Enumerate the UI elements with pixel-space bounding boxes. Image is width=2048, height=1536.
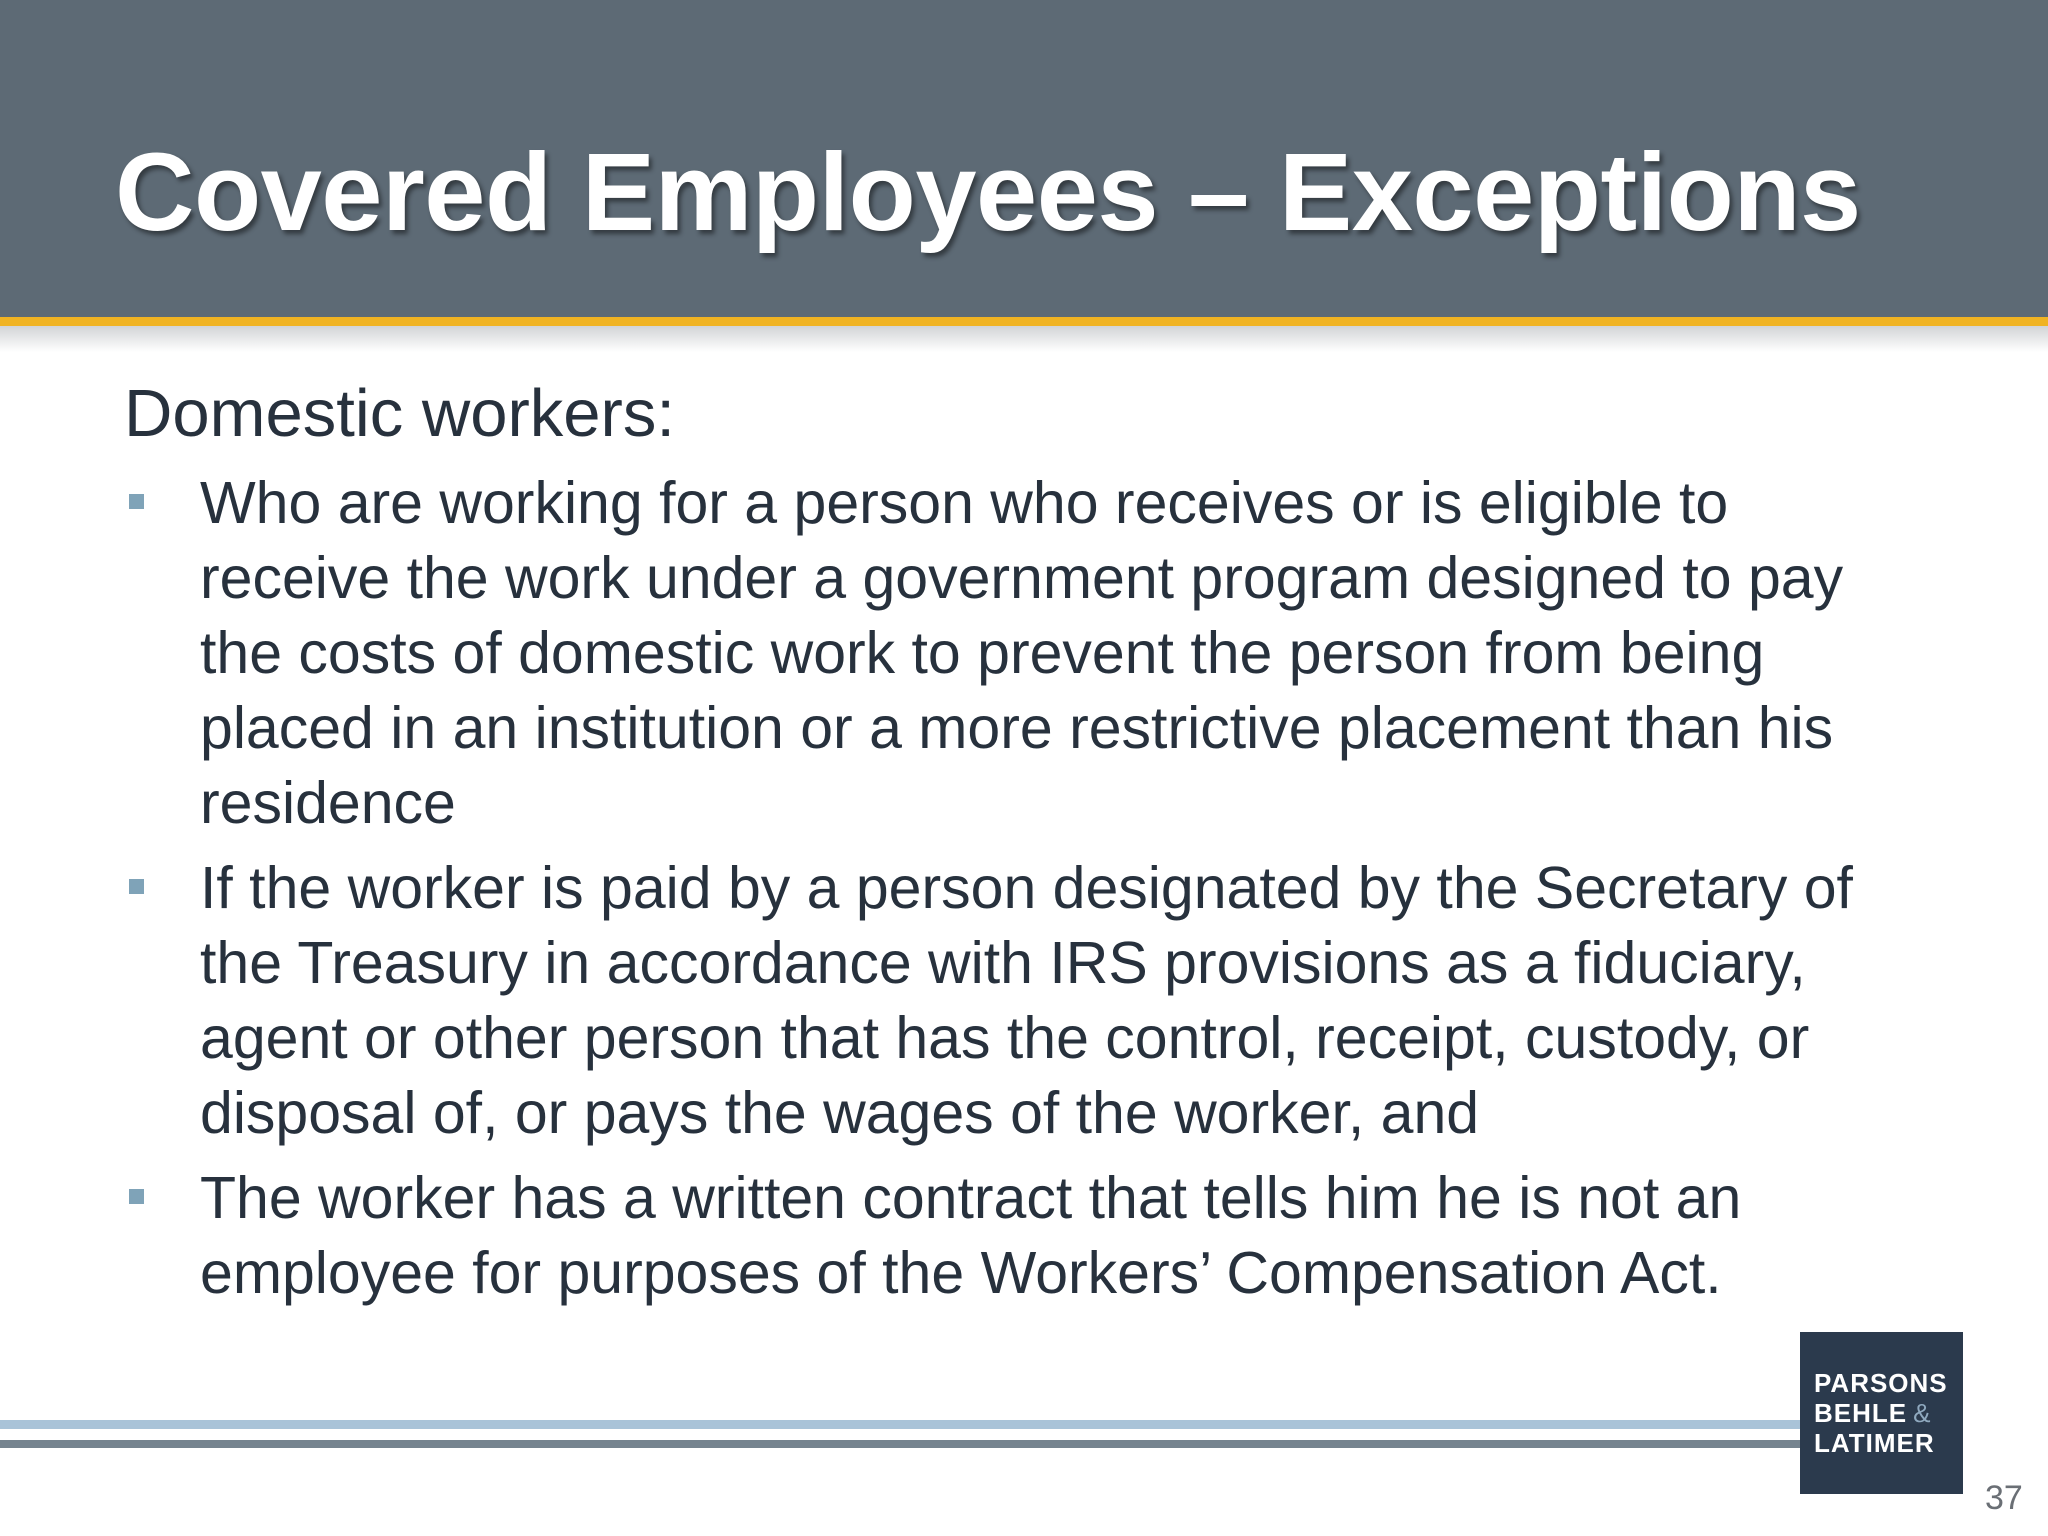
header-shadow (0, 326, 2048, 352)
bullet-text: If the worker is paid by a person designated by the Secretary of the Treasury in accordance with IRS provisions as a fiduciary, agent or other person that has the control, receipt, custody, or disposal of, or pays the wages of the worker, and (200, 855, 1853, 1146)
slide-content (124, 372, 1924, 1311)
square-bullet-icon (129, 494, 144, 509)
logo-line-2 (1814, 1398, 1963, 1428)
bullet-item (124, 466, 1924, 841)
slide-title: Covered Employees – Exceptions (115, 131, 1861, 254)
header-accent-line (0, 317, 2048, 326)
logo-line-1: PARSONS (1814, 1368, 1948, 1398)
footer-rule-dark (0, 1440, 1800, 1448)
square-bullet-icon (129, 1189, 144, 1204)
bullet-item (124, 851, 1924, 1151)
footer-rule-light (0, 1420, 1800, 1429)
logo-behle: BEHLE (1814, 1398, 1908, 1428)
lead-text: Domestic workers: (124, 376, 675, 451)
logo-ampersand: & (1913, 1398, 1932, 1428)
firm-logo (1800, 1332, 1963, 1494)
logo-line-3: LATIMER (1814, 1428, 1935, 1458)
bullet-list (124, 466, 1924, 1311)
square-bullet-icon (129, 879, 144, 894)
bullet-text: The worker has a written contract that tells him he is not an employee for purposes of the Workers’ Compensation Act. (200, 1165, 1742, 1306)
bullet-item (124, 1161, 1924, 1311)
bullet-text: Who are working for a person who receives or is eligible to receive the work under a government program designed to pay the costs of domestic work to prevent the person from being placed in an institution or a more restrictive placement than his residence (200, 470, 1844, 836)
page-number: 37 (1985, 1479, 2023, 1517)
